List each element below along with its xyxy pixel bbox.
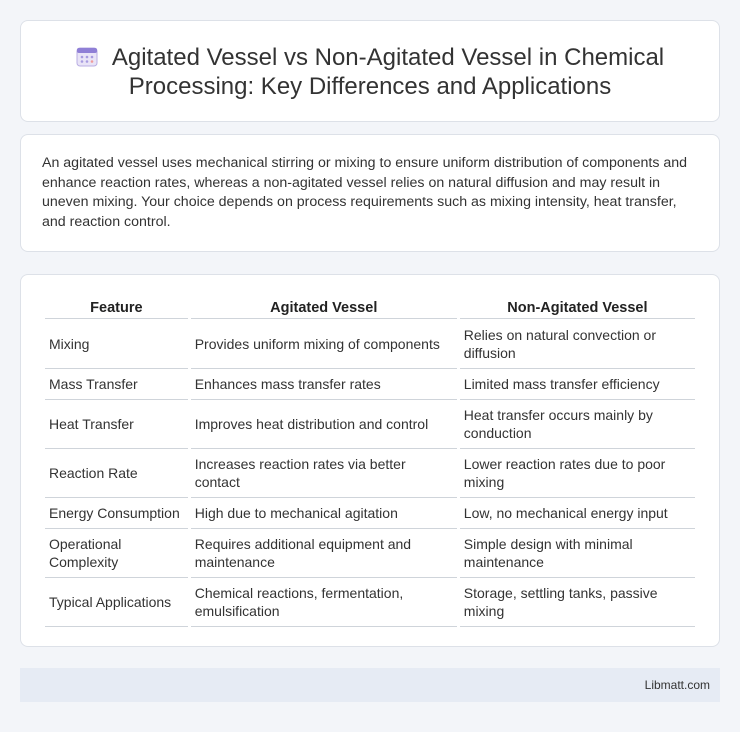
cell-feature: Mixing bbox=[45, 319, 188, 369]
cell-agitated: Requires additional equipment and maintenance bbox=[191, 529, 457, 578]
cell-non-agitated: Storage, settling tanks, passive mixing bbox=[460, 578, 695, 627]
table-row bbox=[45, 319, 695, 369]
cell-agitated: Provides uniform mixing of components bbox=[191, 319, 457, 369]
table-row bbox=[45, 578, 695, 627]
comparison-table bbox=[42, 296, 698, 627]
cell-feature: Reaction Rate bbox=[45, 449, 188, 498]
cell-feature: Mass Transfer bbox=[45, 369, 188, 400]
intro-card bbox=[20, 134, 720, 252]
header-feature: Feature bbox=[45, 296, 188, 319]
title-card bbox=[20, 20, 720, 122]
table-row bbox=[45, 369, 695, 400]
cell-feature: Typical Applications bbox=[45, 578, 188, 627]
cell-non-agitated: Relies on natural convection or diffusion bbox=[460, 319, 695, 369]
cell-non-agitated: Low, no mechanical energy input bbox=[460, 498, 695, 529]
header-agitated: Agitated Vessel bbox=[191, 296, 457, 319]
cell-agitated: Chemical reactions, fermentation, emulsification bbox=[191, 578, 457, 627]
cell-agitated: Improves heat distribution and control bbox=[191, 400, 457, 449]
table-row bbox=[45, 400, 695, 449]
cell-agitated: Increases reaction rates via better contact bbox=[191, 449, 457, 498]
intro-paragraph: An agitated vessel uses mechanical stirring or mixing to ensure uniform distribution of components and enhance reaction rates, whereas a non-agitated vessel relies on natural diffusion and may result in uneven mixing. Your choice depends on process requirements such as mixing intensity, heat transfer, and reaction control. bbox=[42, 155, 688, 230]
table-row bbox=[45, 498, 695, 529]
cell-feature: Operational Complexity bbox=[45, 529, 188, 578]
cell-non-agitated: Limited mass transfer efficiency bbox=[460, 369, 695, 400]
cell-non-agitated: Lower reaction rates due to poor mixing bbox=[460, 449, 695, 498]
cell-feature: Heat Transfer bbox=[45, 400, 188, 449]
table-row bbox=[45, 529, 695, 578]
cell-non-agitated: Simple design with minimal maintenance bbox=[460, 529, 695, 578]
calendar-icon bbox=[76, 45, 98, 67]
page-title: Agitated Vessel vs Non-Agitated Vessel in Chemical Processing: Key Differences and Applications bbox=[111, 44, 665, 100]
page-title-wrap bbox=[21, 43, 719, 101]
table-row bbox=[45, 449, 695, 498]
footer-site-link[interactable]: Libmatt.com bbox=[644, 678, 710, 692]
header-non-agitated: Non-Agitated Vessel bbox=[460, 296, 695, 319]
cell-non-agitated: Heat transfer occurs mainly by conduction bbox=[460, 400, 695, 449]
footer-bar bbox=[20, 668, 720, 702]
comparison-card bbox=[20, 274, 720, 647]
table-header-row bbox=[45, 296, 695, 319]
cell-agitated: High due to mechanical agitation bbox=[191, 498, 457, 529]
cell-agitated: Enhances mass transfer rates bbox=[191, 369, 457, 400]
cell-feature: Energy Consumption bbox=[45, 498, 188, 529]
